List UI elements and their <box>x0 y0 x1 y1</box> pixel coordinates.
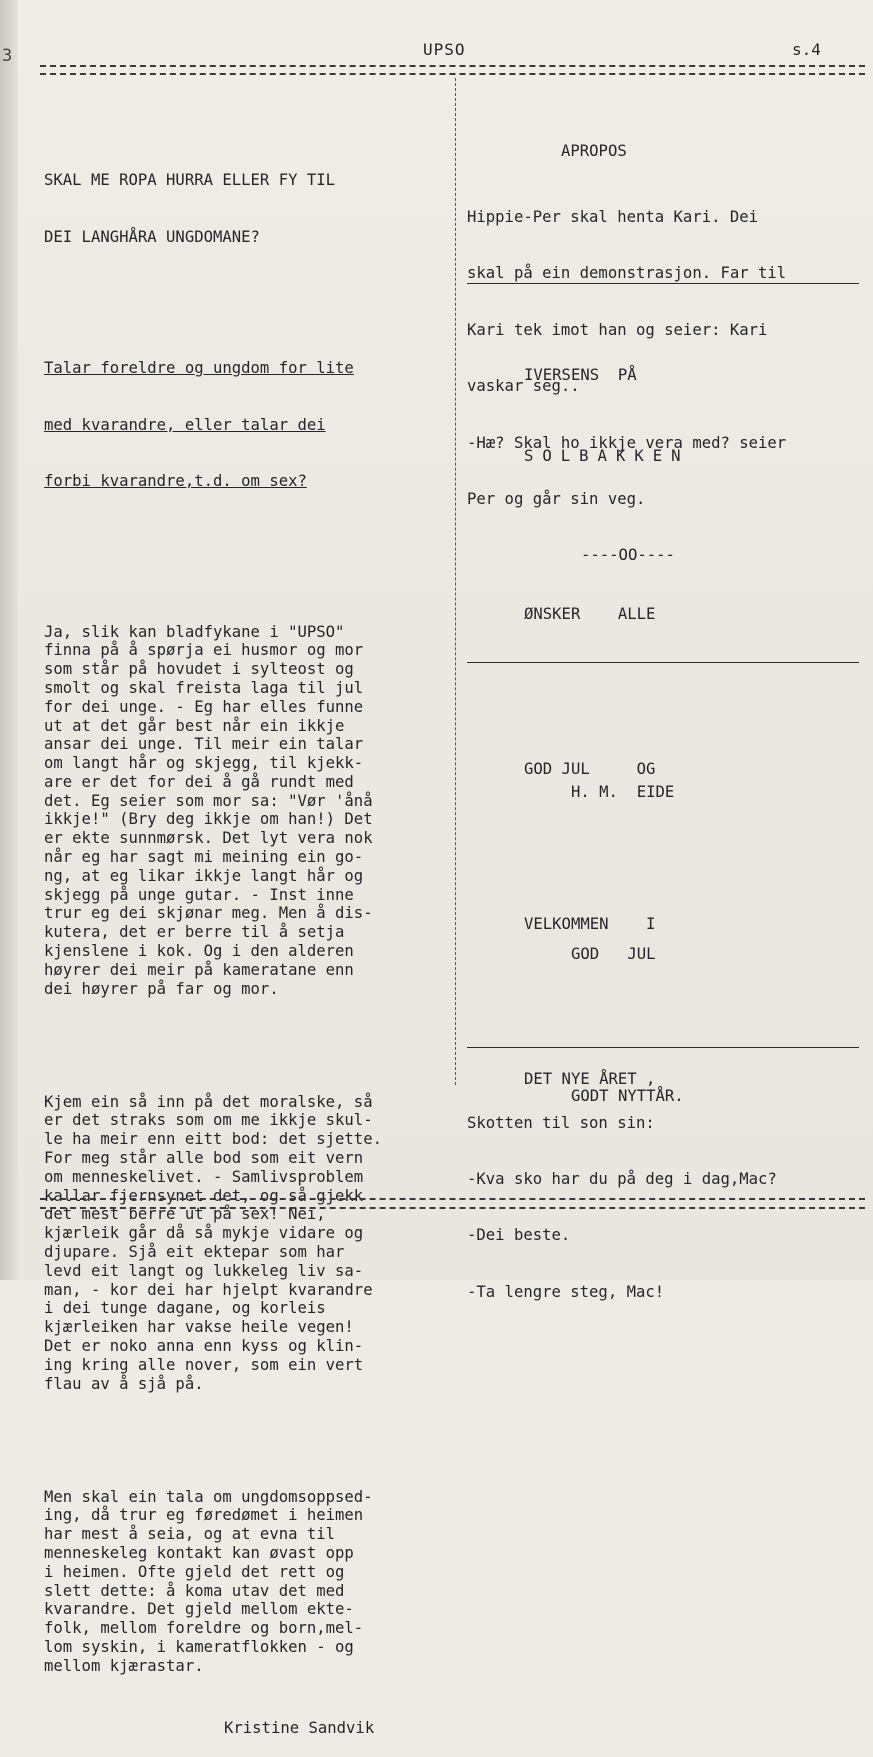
article-line: ikkje!" (Bry deg ikkje om han!) Det <box>44 810 373 829</box>
ad-line: IVERSENS PÅ <box>524 366 637 384</box>
article-line: levd eit langt og lukkeleg liv sa- <box>44 1261 364 1280</box>
column-divider <box>455 78 456 1085</box>
article-line: folk, mellom foreldre og born,mel- <box>44 1619 364 1638</box>
ad-name: H. M. EIDE <box>571 782 675 801</box>
article-line: ng, at eg likar ikkje langt hår og <box>44 866 364 885</box>
ad-line: GOD JUL <box>571 944 656 963</box>
article-line: djupare. Sjå eit ektepar som har <box>44 1243 345 1262</box>
article-line: har mest å seia, og at evna til <box>44 1525 336 1544</box>
article-subhead <box>44 322 454 529</box>
page-edge-shadow <box>0 0 18 1280</box>
article-line: ut at det går best når ein ikkje <box>44 716 345 735</box>
article-line: kvarandre. Det gjeld mellom ekte- <box>44 1600 354 1619</box>
article-line: skjegg på unge gutar. - Inst inne <box>44 885 354 904</box>
article-line: Men skal ein tala om ungdomsoppsed- <box>44 1487 373 1506</box>
article-line: om langt hår og skjegg, til kjekk- <box>44 754 364 773</box>
joke-line: -Dei beste. <box>467 1226 571 1245</box>
ad-line: SOLBAKKEN <box>524 447 690 465</box>
article-line: kutera, det er berre til å setja <box>44 923 345 942</box>
bottom-rule-2 <box>40 1207 865 1209</box>
article-line: slett dette: å koma utav det med <box>44 1581 345 1600</box>
ad-line: VELKOMMEN I <box>524 915 656 933</box>
article-line: er det straks som om me ikkje skul- <box>44 1111 373 1130</box>
subhead-line: med kvarandre, eller talar dei <box>44 415 326 434</box>
article-line: det mest berre ut på sex! Nei, <box>44 1205 326 1224</box>
article-line: lom syskin, i kameratflokken - og <box>44 1637 354 1656</box>
subhead-line: forbi kvarandre,t.d. om sex? <box>44 471 307 490</box>
apropos-line: Kari tek imot han og seier: Kari <box>467 320 768 339</box>
article-line: høyrer dei meir på kameratane enn <box>44 960 354 979</box>
eide-ad <box>571 745 684 1124</box>
article-line: kjenslene i kok. Og i den alderen <box>44 942 354 961</box>
ad-line: GOD JUL OG <box>524 760 656 778</box>
article-line: For meg står alle bod som eit vern <box>44 1149 364 1168</box>
article-line: man, - kor dei har hjelpt kvarandre <box>44 1280 373 1299</box>
bottom-rule-1 <box>40 1198 865 1200</box>
article-line: i dei tunge dagane, og korleis <box>44 1299 326 1318</box>
ad-line: ØNSKER ALLE <box>524 605 656 623</box>
article-line: Det er noko anna enn kyss og klin- <box>44 1337 364 1355</box>
article-line: ansar dei unge. Til meir ein talar <box>44 735 364 754</box>
article-line: smolt og skal freista laga til jul <box>44 678 364 697</box>
article-line: dei høyrer på far og mor. <box>44 979 279 998</box>
article-line: trur eg dei skjønar meg. Men å dis- <box>44 904 373 923</box>
top-rule-1 <box>40 65 865 67</box>
subhead-line: Talar foreldre og ungdom for lite <box>44 359 354 378</box>
apropos-line: Hippie-Per skal henta Kari. Dei <box>467 207 759 226</box>
article-line: kallar fjernsynet det, og så gjekk <box>44 1186 364 1205</box>
article-line: finna på å spørja ei husmor og mor <box>44 641 364 660</box>
top-rule-2 <box>40 73 865 75</box>
article-line: kjærleik går då så mykje vidare og <box>44 1224 364 1243</box>
apropos-divider: ----OO---- <box>581 546 675 565</box>
joke-line: Skotten til son sin: <box>467 1113 655 1132</box>
article-paragraph <box>44 623 454 999</box>
margin-mark: 3 <box>2 46 13 66</box>
newsletter-title: UPSO <box>423 40 466 59</box>
article-line: i heimen. Ofte gjeld det rett og <box>44 1562 345 1581</box>
section-divider <box>467 1047 859 1048</box>
article-line: ing, då trur eg føredømet i heimen <box>44 1506 364 1525</box>
article-paragraph <box>44 1488 454 1676</box>
ad-line: GODT NYTTÅR. <box>571 1086 684 1105</box>
apropos-line: -Hæ? Skal ho ikkje vera med? seier <box>467 433 787 452</box>
article-line: for dei unge. - Eg har elles funne <box>44 697 364 716</box>
apropos-title: APROPOS <box>561 141 627 160</box>
article-line: ing kring alle nover, som ein vert <box>44 1355 364 1374</box>
article-line: kjærleiken har vakse heile vegen! <box>44 1318 354 1337</box>
ad-line: DET NYE ÅRET , <box>524 1070 656 1088</box>
article-line: Ja, slik kan bladfykane i "UPSO" <box>44 622 345 641</box>
article-line: når eg har sagt mi meining ein go- <box>44 848 364 867</box>
article-line: le ha meir enn eitt bod: det sjette. <box>44 1130 382 1149</box>
joke-line: -Ta lengre steg, Mac! <box>467 1282 665 1301</box>
article <box>44 96 454 1757</box>
page-number: s.4 <box>792 40 821 59</box>
section-divider <box>467 662 859 663</box>
article-line: menneskeleg kontakt kan øvast opp <box>44 1543 354 1562</box>
article-signature: Kristine Sandvik <box>224 1719 375 1738</box>
article-line: Kjem ein så inn på det moralske, så <box>44 1092 373 1111</box>
apropos-line: vaskar seg.. <box>467 377 580 396</box>
article-line: are er det for dei å gå rundt med <box>44 772 354 791</box>
article-line: som står på hovudet i sylteost og <box>44 660 354 679</box>
joke-line: -Kva sko har du på deg i dag,Mac? <box>467 1169 777 1188</box>
article-line: flau av å sjå på. <box>44 1374 204 1393</box>
section-divider <box>467 283 859 284</box>
apropos-line: skal på ein demonstrasjon. Far til <box>467 264 787 283</box>
article-line: mellom kjærastar. <box>44 1656 204 1675</box>
article-paragraph <box>44 1093 454 1394</box>
headline-line: DEI LANGHÅRA UNGDOMANE? <box>44 227 260 246</box>
headline-line: SKAL ME ROPA HURRA ELLER FY TIL <box>44 171 336 190</box>
article-headline <box>44 134 454 284</box>
apropos-line: Per og går sin veg. <box>467 489 646 508</box>
article-line: det. Eg seier som mor sa: "Vør 'ånå <box>44 791 373 810</box>
article-line: er ekte sunnmørsk. Det lyt vera nok <box>44 829 373 848</box>
article-line: om menneskelivet. - Samlivsproblem <box>44 1167 364 1186</box>
